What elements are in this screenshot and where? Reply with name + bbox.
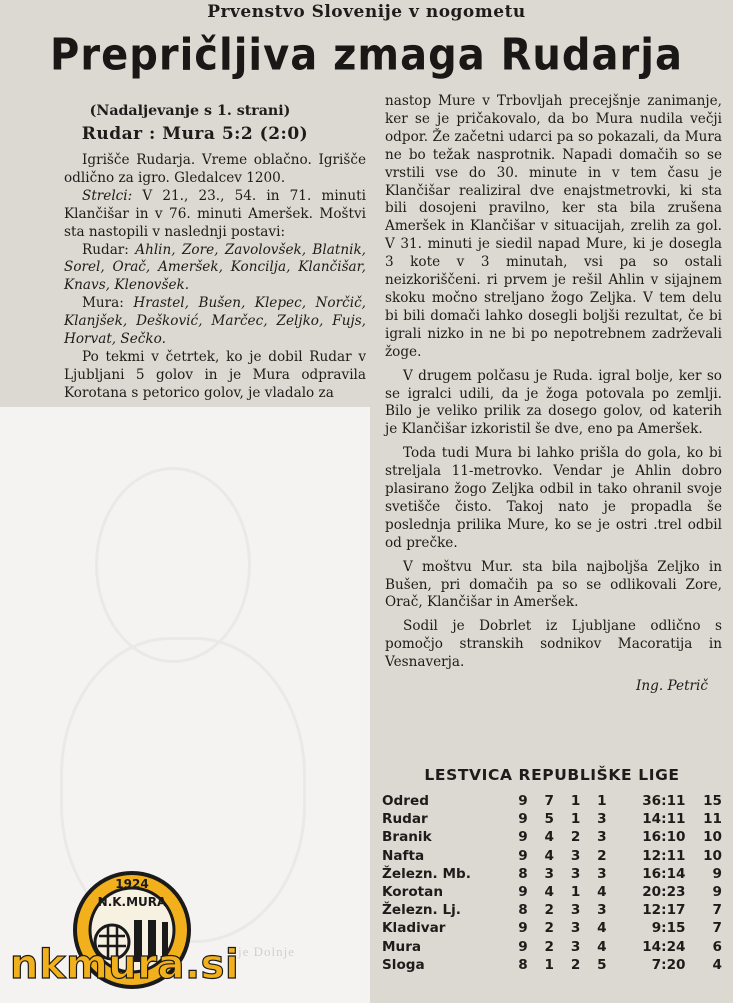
standings-team: Korotan — [382, 884, 444, 901]
standings-goals: 12:17 — [642, 902, 686, 919]
standings-played: 9 — [518, 811, 528, 828]
standings-title: LESTVICA REPUBLIŠKE LIGE — [424, 766, 680, 784]
article-right-column — [385, 93, 722, 702]
logo-year: 1924 — [115, 877, 149, 891]
standings-won: 4 — [544, 847, 554, 864]
standings-goals: 16:14 — [642, 865, 686, 882]
standings-points: 11 — [703, 811, 722, 828]
standings-drawn: 3 — [570, 847, 581, 864]
standings-drawn: 1 — [570, 884, 581, 901]
scorers-text: V 21., 23., 54. in 71. minuti Klančišar in v 76. minuti Ameršek. Moštvi sta nastopili v naslednji postavi: — [64, 187, 366, 240]
standings-played: 9 — [518, 829, 528, 846]
standings-drawn: 3 — [570, 865, 581, 882]
standings-team: Železn. Mb. — [382, 865, 471, 882]
standings-drawn: 2 — [570, 956, 581, 973]
standings-lost: 3 — [597, 902, 607, 919]
standings-won: 1 — [544, 956, 554, 973]
standings-points: 15 — [703, 793, 722, 810]
standings-points: 10 — [703, 847, 722, 864]
scorers-paragraph — [64, 188, 366, 242]
standings-played: 8 — [518, 902, 528, 919]
standings-row — [382, 919, 722, 937]
article-paragraph: V drugem polčasu je Ruda. igral bolje, ker so se igralci udili, da je žoga potovala po zemlji. Bilo je veliko prilik za dosego golov, od katerih je Klančišar izkoristil še dve, eno pa Ameršek. — [385, 367, 722, 438]
standings-team: Rudar — [382, 811, 428, 828]
standings-drawn: 3 — [570, 902, 581, 919]
standings-drawn: 1 — [570, 811, 581, 828]
logo-club-name: N.K.MURA — [97, 895, 167, 909]
standings-played: 9 — [518, 938, 528, 955]
standings-played: 9 — [518, 884, 528, 901]
standings-lost: 3 — [597, 865, 607, 882]
article-paragraph: Sodil je Dobrlet iz Ljubljane odlično s pomočjo stranskih sodnikov Macoratija in Vesnaverja. — [385, 618, 722, 671]
standings-goals: 7:20 — [651, 956, 686, 973]
standings-drawn: 3 — [570, 938, 581, 955]
standings-team: Odred — [382, 793, 429, 810]
faded-background-text: je Dolnje — [238, 944, 296, 959]
standings-won: 5 — [544, 811, 554, 828]
standings-row — [382, 956, 722, 974]
standings-row — [382, 847, 722, 865]
standings-team: Mura — [382, 938, 422, 955]
standings-row — [382, 901, 722, 919]
standings-played: 8 — [518, 956, 528, 973]
standings-lost: 5 — [597, 956, 607, 973]
standings-row — [382, 792, 722, 810]
standings-points: 10 — [703, 829, 722, 846]
standings-lost: 4 — [597, 920, 607, 937]
article-headline: Prepričljiva zmaga Rudarja — [50, 29, 683, 81]
standings-team: Kladivar — [382, 920, 446, 937]
standings-lost: 4 — [597, 884, 607, 901]
standings-team: Branik — [382, 829, 432, 846]
faded-figure-head — [95, 467, 251, 663]
standings-points: 4 — [712, 956, 722, 973]
rudar-lineup: Ahlin, Zore, Zavolovšek, Blatnik, Sorel, Orač, Ameršek, Koncilja, Klančišar, Knavs, Klenovšek. — [64, 241, 366, 294]
mura-lineup-paragraph — [64, 295, 366, 349]
standings-lost: 4 — [597, 938, 607, 955]
standings-team: Železn. Lj. — [382, 902, 461, 919]
standings-lost: 3 — [597, 811, 607, 828]
standings-points: 7 — [712, 920, 722, 937]
standings-goals: 12:11 — [642, 847, 686, 864]
standings-drawn: 1 — [570, 793, 581, 810]
article-left-column — [64, 100, 366, 403]
article-paragraph: Igrišče Rudarja. Vreme oblačno. Igrišče odlično za igro. Gledalcev 1200. — [64, 152, 366, 186]
standings-points: 7 — [712, 902, 722, 919]
article-paragraph: nastop Mure v Trbovljah precejšnje zanimanje, ker se je pričakovalo, da bo Mura nudila večji odpor. Že začetni udarci pa so pokazali, da Mura ne bo težak nasprotnik. Napadi domačih so se vrstili vse do 30. minute in v tem času je Klančišar realiziral dve enajstmetrovki, ki sta bili dosojeni pravilno, ker sta bila zrušena Ameršek in Klančišar v situacijah, zrelih za gol. V 31. minuti je siedil napad Mure, ki je dosegla 3 kote v 3 minutah, vsi pa so ostali neizkoriščeni. ri prvem je rešil Ahlin v sijajnem skoku močno streljano žogo Zeljka. V tem delu bi bili domači lahko dosegli boljši rezultat, če bi igrali nizko in ne bi po nepotrebnem zadrževali žoge. — [385, 93, 722, 360]
standings-won: 2 — [544, 920, 554, 937]
rudar-label: Rudar: — [82, 241, 129, 258]
standings-goals: 36:11 — [642, 793, 686, 810]
mura-label: Mura: — [82, 295, 124, 312]
standings-row — [382, 883, 722, 901]
standings-goals: 14:11 — [642, 811, 686, 828]
standings-row — [382, 810, 722, 828]
match-score-line: Rudar : Mura 5:2 (2:0) — [81, 124, 309, 144]
standings-goals: 14:24 — [642, 938, 686, 955]
article-paragraph: Toda tudi Mura bi lahko prišla do gola, ko bi streljala 11-metrovko. Vendar je Ahlin dobro plasirano žogo Zeljka odbil in tako ohranil svoje svetišče čisto. Takoj nato je propadla še poslednja prilika Mure, ko se je ostri .trel odbil od prečke. — [385, 445, 722, 551]
league-standings — [382, 766, 722, 974]
standings-row — [382, 865, 722, 883]
continuation-note: (Nadaljevanje s 1. strani) — [89, 103, 291, 119]
standings-row — [382, 938, 722, 956]
scorers-label: Strelci: — [82, 187, 133, 204]
standings-points: 6 — [712, 938, 722, 955]
standings-lost: 2 — [597, 847, 607, 864]
standings-goals: 20:23 — [642, 884, 686, 901]
standings-goals: 16:10 — [642, 829, 686, 846]
standings-won: 4 — [544, 829, 554, 846]
mura-lineup: Hrastel, Bušen, Klepec, Norčič, Klanjšek, Dešković, Marčec, Zeljko, Fujs, Horvat, Sečko. — [64, 295, 366, 348]
standings-points: 9 — [712, 865, 722, 882]
standings-team: Sloga — [382, 956, 425, 973]
article-author: Ing. Petrič — [636, 678, 708, 695]
watermark-site-name: nkmura.si — [10, 942, 240, 988]
standings-played: 9 — [518, 847, 528, 864]
standings-lost: 1 — [597, 793, 607, 810]
standings-drawn: 3 — [570, 920, 581, 937]
article-supertitle: Prvenstvo Slovenije v nogometu — [207, 2, 526, 22]
standings-row — [382, 828, 722, 846]
standings-won: 2 — [544, 938, 554, 955]
rudar-lineup-paragraph — [64, 242, 366, 296]
standings-played: 9 — [518, 920, 528, 937]
standings-goals: 9:15 — [651, 920, 686, 937]
standings-won: 3 — [544, 865, 554, 882]
standings-team: Nafta — [382, 847, 425, 864]
standings-won: 4 — [544, 884, 554, 901]
standings-points: 9 — [712, 884, 722, 901]
standings-lost: 3 — [597, 829, 607, 846]
standings-played: 8 — [518, 865, 528, 882]
standings-won: 7 — [544, 793, 554, 810]
standings-table — [382, 792, 722, 974]
standings-played: 9 — [518, 793, 528, 810]
standings-drawn: 2 — [570, 829, 581, 846]
article-paragraph: Po tekmi v četrtek, ko je dobil Rudar v Ljubljani 5 golov in je Mura odpravila Korotana s petorico golov, je vladalo za — [64, 348, 366, 401]
article-paragraph: V moštvu Mur. sta bila najboljša Zeljko in Bušen, pri domačih pa so se odlikovali Zore, Orač, Klančišar in Ameršek. — [385, 558, 722, 611]
standings-won: 2 — [544, 902, 554, 919]
